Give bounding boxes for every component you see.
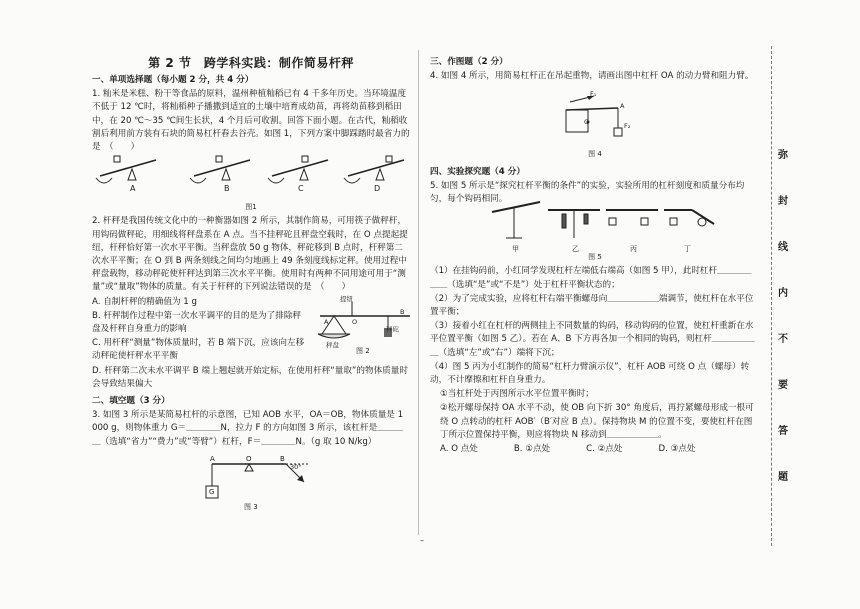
q1-option-d: D — [374, 184, 381, 193]
question-5: 5. 如图 5 所示是“探究杠杆平衡的条件”的实验，实验所用的杠杆刻度和质量分布均匀，每个钩码相同。 — [430, 180, 745, 205]
seal-char-3: 线 — [778, 242, 788, 253]
question-5-1: （1）在挂钩码前，小红同学发现杠杆左端低右端高（如图 5 甲），此时杠杆＿＿＿＿＿＿（选填“是”或“不是”）处于杠杆平衡状态的； — [430, 266, 752, 290]
question-4: 4. 如图 4 所示，用简易杠杆正在吊起重物，请画出图中杠杆 OA 的动力臂和阻力臂。 — [430, 71, 754, 82]
fig1-part — [300, 169, 308, 180]
seal-char-4: 内 — [778, 288, 788, 299]
page-number: – — [420, 536, 424, 545]
figure-1 — [92, 146, 410, 192]
fig1-part — [222, 169, 230, 180]
column-divider — [418, 50, 419, 535]
fig5-sub-yi: 乙 — [572, 245, 579, 253]
q5-option-b: B. ①点处 — [513, 444, 551, 455]
fig3-label-b: B — [280, 455, 285, 463]
fig3-label-g: G — [209, 488, 215, 496]
question-5-4: （4）图 5 丙为小红制作的简易“杠杆力臂演示仪”，杠杆 AOB 可绕 O 点（螺母）转动，不计摩擦和杠杆自身重力。 — [430, 361, 750, 386]
fig4-label-f2: F₂ — [624, 122, 631, 130]
seal-char-6: 要 — [778, 380, 788, 391]
fig3-label-angle: 30° — [290, 463, 302, 471]
question-5-3: （3）接着小红在杠杆的两侧挂上不同数量的钩码，移动钩码的位置，使杠杆重新在水平位置平衡（如图 5 乙）。若在 A、B 下方再各加一个相同的钩码，则杠杆＿＿＿＿＿＿（选填“左”或“右”）端将下沉； — [430, 321, 755, 358]
figure-5 — [488, 198, 728, 246]
fig1-part — [344, 178, 360, 183]
figure-5-caption: 图 5 — [588, 253, 602, 262]
fig1-part — [128, 169, 136, 180]
fig1-part — [376, 169, 384, 180]
fig5-sub-ding: 丁 — [684, 245, 691, 253]
fig1-part — [386, 156, 392, 162]
q5-option-a: A. O 点处 — [440, 444, 478, 455]
seal-char-8: 题 — [778, 472, 788, 483]
question-3: 3. 如图 3 所示是某简易杠杆的示意图，已知 AOB 水平，OA＝OB，物体质量是 1 000 g，则物体重力 G＝＿＿＿＿N，拉力 F 的方向如图 3 所示，该杠杆是＿＿＿＿（选填“省力”“费力”或“等臂”）杠杆，F＝＿＿＿＿N。（g 取 10 N/kg） — [92, 410, 404, 447]
fig1-part — [268, 178, 284, 183]
section-choice-heading: 一、单项选择题（每小题 2 分，共 4 分） — [92, 75, 254, 85]
question-5-4a: ①当杠杆处于丙图所示水平位置平衡时； — [440, 389, 594, 400]
q2-option-d: D. 杆秤第二次未水平调平 B 端上翘起就开始定标，在使用杆秤“量取”的物体质量时会导致结果偏大 — [92, 365, 408, 389]
q5-option-d: D. ③点处 — [658, 444, 696, 455]
figure-4-caption: 图 4 — [588, 150, 602, 159]
fig1-part — [100, 160, 156, 176]
seal-dashed-line — [771, 46, 772, 546]
seal-char-7: 答 — [778, 426, 788, 437]
fig4-label-o: O — [584, 118, 590, 126]
q5-option-c: C. ②点处 — [586, 444, 623, 455]
fig4-label-a: A — [620, 102, 625, 110]
question-5-2: （2）为了完成实验，应将杠杆右端平衡螺母向＿＿＿＿＿＿端调节，使杠杆在水平位置平衡； — [430, 293, 754, 318]
fig3-label-a: A — [210, 455, 215, 463]
fig1-part — [216, 156, 222, 162]
fig2-label-chengpan: 秤盘 — [326, 341, 339, 349]
figure-2-caption: 图 2 — [356, 347, 370, 355]
question-1: 1. 籼米是米糕、粉干等食品的原料，温州种植籼稻已有 4 千多年历史。当环境温度不低于 12 ℃时，将籼稻种子播撒到适宜的土壤中培育成幼苗，再将幼苗移到稻田中，在 20 ℃～35 ℃间生长状，4 个月后可收割。回答下面小题。在古代，籼稻收割后利用前方装有石块的简易杠杆舂去谷壳。如图 1，下列方案中脚踩踏时最省力的是 （ ） — [92, 89, 410, 153]
fig2-label-tiniu: 提纽 — [340, 295, 353, 303]
seal-notice — [778, 150, 790, 518]
fig3-label-o: O — [246, 455, 252, 463]
fig1-part — [272, 160, 328, 176]
fig2-label-b: B — [400, 308, 405, 316]
section-drawing-heading: 三、作图题（2 分） — [430, 57, 508, 67]
fig5-sub-jia: 甲 — [512, 245, 519, 253]
fig2-label-o: O — [352, 318, 358, 326]
question-5-4b: ②松开螺母保持 OA 水平不动，使 OB 向下折 30° 角度后，再拧紧螺母形成一根可绕 O 点转动的杠杆 AOB′（B′对应 B 点）。保持物块 M 的位置不变，要使杠杆在图丁所示位置保持平衡，则应将物块 N 移动到＿＿＿＿＿＿。 — [440, 403, 754, 440]
left-column — [92, 70, 410, 450]
fig1-part — [190, 178, 206, 183]
fig5-sub-bing: 丙 — [630, 245, 637, 253]
q5-options — [430, 443, 760, 456]
q1-option-c: C — [298, 184, 304, 193]
q1-option-a: A — [130, 184, 136, 193]
question-2: 2. 杆秤是我国传统文化中的一种衡器如图 2 所示，其制作简易，可用筷子做秤杆，用钩码做秤砣，用细线将秤盘系在 A 点。当不挂秤砣且秤盘空载时，在 O 点提起提纽，杆秤恰好第一次水平平衡。当秤盘放 50 g 物体，秤砣移到 B 点时，杆秤第二次水平平衡；在 O 到 B 两条刻线之间均匀地画上 49 条刻度线标定秤。使用过程中秤盘载物，移动秤砣使杆秤达到第三次水平平衡。使用时有两种不同用途可用于“测量”或“量取”物体的质量。有关于杆秤的下列说法错误的是 （ ） — [92, 216, 408, 293]
seal-char-1: 弥 — [778, 150, 788, 161]
fig2-label-a: A — [324, 318, 329, 326]
fig4-label-f1: F₁ — [590, 90, 597, 98]
seal-char-2: 封 — [778, 196, 788, 207]
page-title: 第 2 节 跨学科实践：制作简易杆秤 — [148, 56, 354, 70]
fig1-part — [114, 156, 120, 162]
fig1-part — [348, 160, 404, 176]
figure-1-caption: 图1 — [245, 203, 257, 212]
figure-3-caption: 图 3 — [244, 503, 258, 511]
q2-option-a: A. 自制杆秤的精确值为 1 g — [92, 296, 197, 307]
q2-option-c: C. 用杆秤“测量”物体质量时，若 B 端下沉，应该向左移动秤砣使杆秤水平平衡 — [92, 338, 305, 362]
fig1-part — [302, 156, 308, 162]
seal-char-5: 不 — [778, 334, 788, 345]
q2-option-b: B. 杆秤制作过程中第一次水平调平的目的是为了排除秤盘及杆秤自身重力的影响 — [92, 310, 302, 335]
section-fill-heading: 二、填空题（3 分） — [92, 396, 170, 407]
section-experiment-heading: 四、实验探究题（4 分） — [430, 166, 525, 177]
fig1-part — [96, 178, 112, 183]
fig2-label-chengtuo: 秤砣 — [386, 325, 399, 333]
q1-option-b: B — [224, 184, 230, 193]
